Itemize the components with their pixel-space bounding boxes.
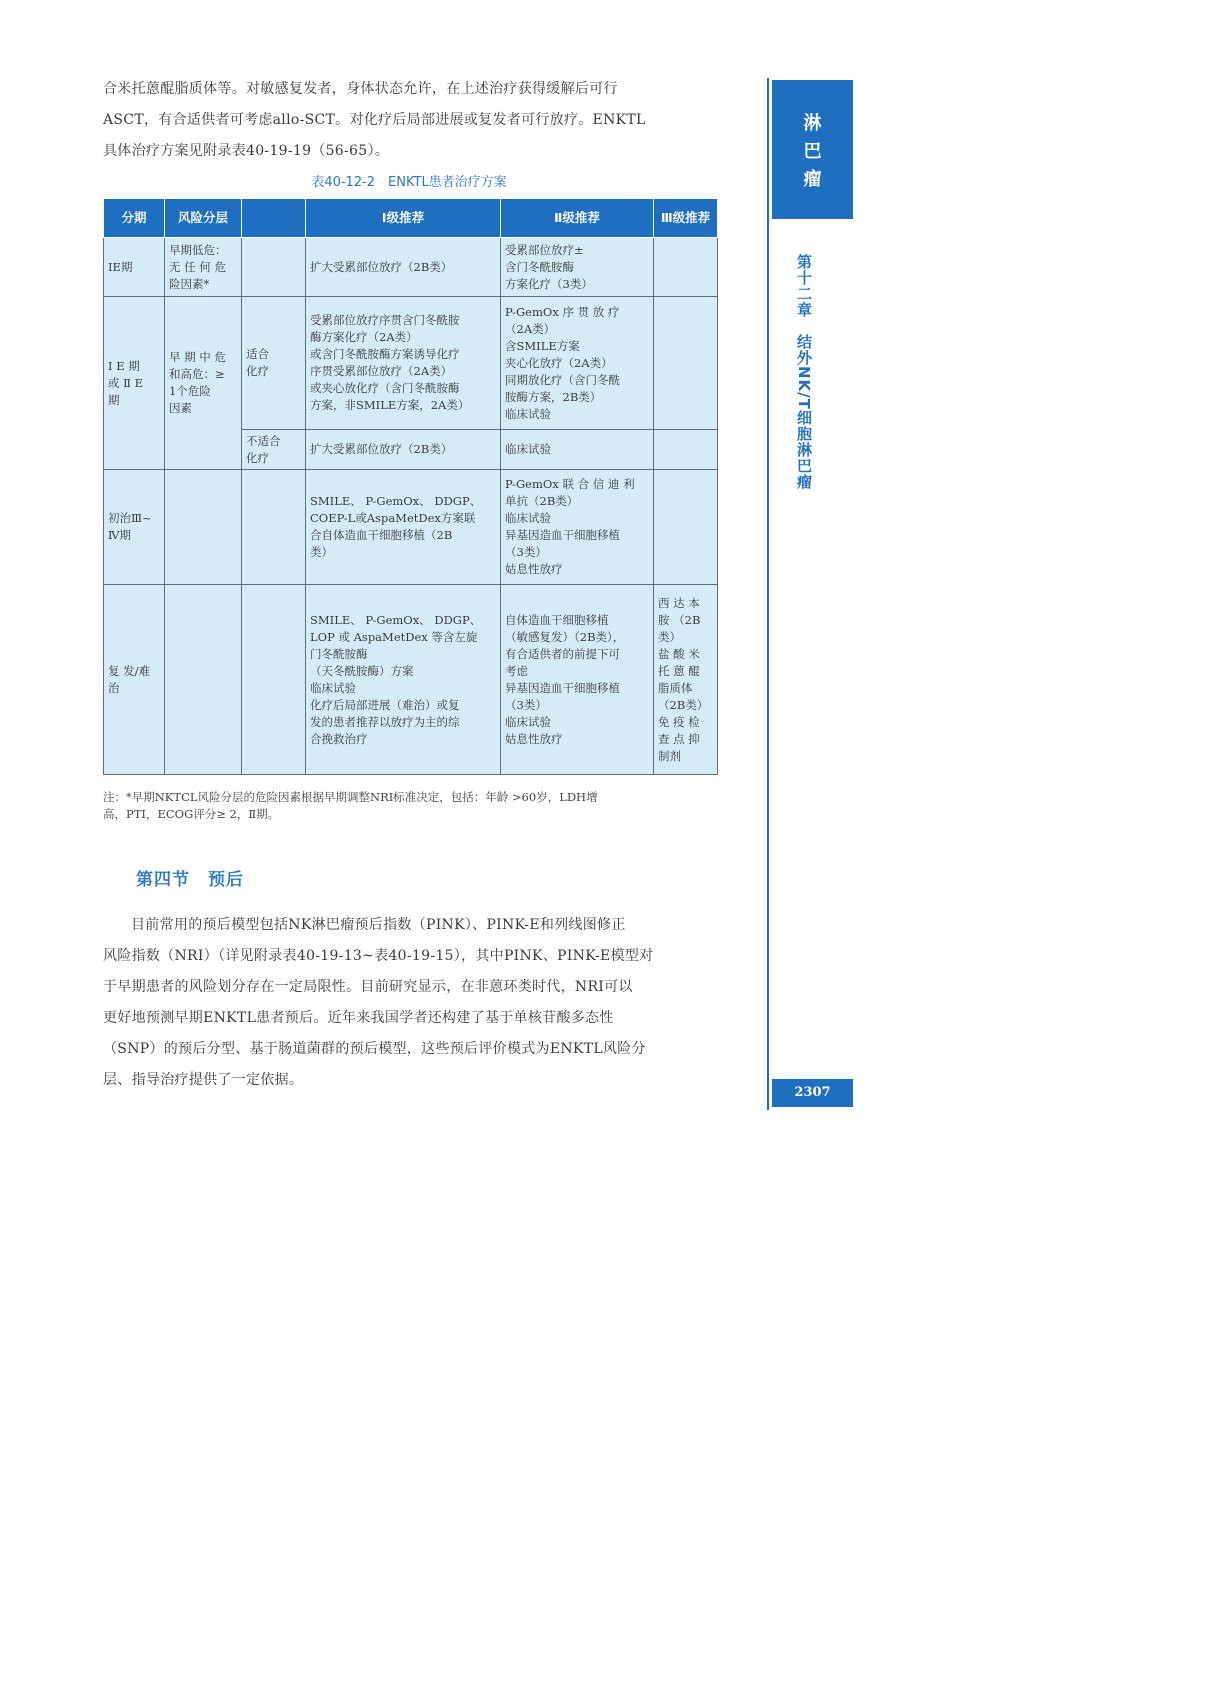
side-divider-line	[767, 78, 769, 1110]
cell-level2: 受累部位放疗± 含门冬酰胺酶 方案化疗（3类）	[501, 238, 654, 297]
body-paragraph	[103, 910, 715, 1096]
cell-level1: SMILE、 P-GemOx、 DDGP、 COEP-L或AspaMetDex方案联 合自体造血干细胞移植（2B 类）	[306, 470, 501, 585]
cell-risk: 早期低危： 无 任 何 危 险因素*	[165, 238, 242, 297]
table-row	[104, 238, 718, 297]
text-line: 风险指数（NRI）（详见附录表40-19-13~表40-19-15），其中PINK、PINK-E模型对	[103, 948, 654, 964]
cell-risk	[165, 585, 242, 775]
cell-level3	[654, 238, 718, 297]
side-tab-char: 淋	[803, 113, 822, 134]
side-tab	[772, 80, 853, 219]
cell-sub: 适合 化疗	[242, 297, 306, 430]
header-level2: Ⅱ级推荐	[501, 199, 654, 238]
cell-level2: 临床试验	[501, 430, 654, 470]
cell-level2: P-GemOx 联 合 信 迪 利 单抗（2B类） 临床试验 异基因造血干细胞移植 （3类） 姑息性放疗	[501, 470, 654, 585]
cell-risk	[165, 470, 242, 585]
section-title: 第四节 预后	[136, 870, 244, 890]
cell-risk: 早 期 中 危 和高危：≥ 1个危险 因素	[165, 297, 242, 470]
cell-sub	[242, 585, 306, 775]
table-caption: 表40-12-2 ENKTL患者治疗方案	[311, 175, 507, 190]
text-line: （SNP）的预后分型、基于肠道菌群的预后模型，这些预后评价模式为ENKTL风险分	[103, 1041, 646, 1057]
text-line: 于早期患者的风险划分存在一定局限性。目前研究显示，在非蒽环类时代，NRI可以	[103, 979, 633, 995]
cell-level1: 扩大受累部位放疗（2B类）	[306, 238, 501, 297]
cell-level3: 西 达 本 胺 （2B 类） 盐 酸 米 托 蒽 醌 脂质体 （2B类） 免 疫 检 查 点 抑 制剂	[654, 585, 718, 775]
table-header-row	[104, 199, 718, 238]
main-content	[103, 74, 715, 1096]
header-level1: Ⅰ级推荐	[306, 199, 501, 238]
treatment-table	[103, 198, 718, 775]
side-tab-char: 巴	[803, 141, 822, 162]
header-sub	[242, 199, 306, 238]
header-risk: 风险分层	[165, 199, 242, 238]
header-stage: 分期	[104, 199, 165, 238]
header-level3: Ⅲ级推荐	[654, 199, 718, 238]
side-tab-char: 瘤	[803, 169, 822, 190]
intro-paragraph	[103, 74, 715, 167]
table-row	[104, 585, 718, 775]
table-row	[104, 297, 718, 430]
cell-level3	[654, 430, 718, 470]
text-line: 具体治疗方案见附录表40-19-19（56-65）。	[103, 143, 390, 159]
chapter-label: 第十二章 结外NK/T细胞淋巴瘤	[795, 254, 813, 490]
cell-level3	[654, 470, 718, 585]
cell-level1: 扩大受累部位放疗（2B类）	[306, 430, 501, 470]
note-line: 注：*早期NKTCL风险分层的危险因素根据早期调整NRI标准决定，包括：年龄 >60岁，LDH增	[103, 790, 598, 804]
cell-level3	[654, 297, 718, 430]
text-line: 合米托蒽醌脂质体等。对敏感复发者，身体状态允许，在上述治疗获得缓解后可行	[103, 81, 618, 97]
cell-sub	[242, 238, 306, 297]
cell-level1: 受累部位放疗序贯含门冬酰胺 酶方案化疗（2A类） 或含门冬酰胺酶方案诱导化疗 序贯受累部位放疗（2A类） 或夹心放化疗（含门冬酰胺酶 方案，非SMILE方案，2A类）	[306, 297, 501, 430]
cell-stage: 复 发/难 治	[104, 585, 165, 775]
cell-level1: SMILE、 P-GemOx、 DDGP、 LOP 或 AspaMetDex 等含左旋 门冬酰胺酶 （天冬酰胺酶）方案 临床试验 化疗后局部进展（难治）或复 发的患者推荐以放疗为主的综 合挽救治疗	[306, 585, 501, 775]
cell-sub	[242, 470, 306, 585]
cell-sub: 不适合 化疗	[242, 430, 306, 470]
cell-level2: 自体造血干细胞移植 （敏感复发）（2B类）， 有合适供者的前提下可 考虑 异基因造血干细胞移植 （3类） 临床试验 姑息性放疗	[501, 585, 654, 775]
text-line: 目前常用的预后模型包括NK淋巴瘤预后指数（PINK）、PINK-E和列线图修正	[131, 917, 626, 933]
cell-stage: Ⅰ E 期 或 Ⅱ E 期	[104, 297, 165, 470]
text-line: 层、指导治疗提供了一定依据。	[103, 1072, 304, 1088]
text-line: ASCT，有合适供者可考虑allo-SCT。对化疗后局部进展或复发者可行放疗。ENKTL	[103, 112, 646, 128]
cell-level2: P-GemOx 序 贯 放 疗 （2A类） 含SMILE方案 夹心化放疗（2A类） 同期放化疗（含门冬酰 胺酶方案，2B类） 临床试验	[501, 297, 654, 430]
table-row	[104, 470, 718, 585]
page-number: 2307	[772, 1079, 853, 1107]
table-note	[103, 789, 715, 823]
note-line: 高，PTI，ECOG评分≥ 2，Ⅱ期。	[103, 807, 280, 821]
text-line: 更好地预测早期ENKTL患者预后。近年来我国学者还构建了基于单核苷酸多态性	[103, 1010, 614, 1026]
cell-stage: ⅠE期	[104, 238, 165, 297]
cell-stage: 初治Ⅲ~ Ⅳ期	[104, 470, 165, 585]
